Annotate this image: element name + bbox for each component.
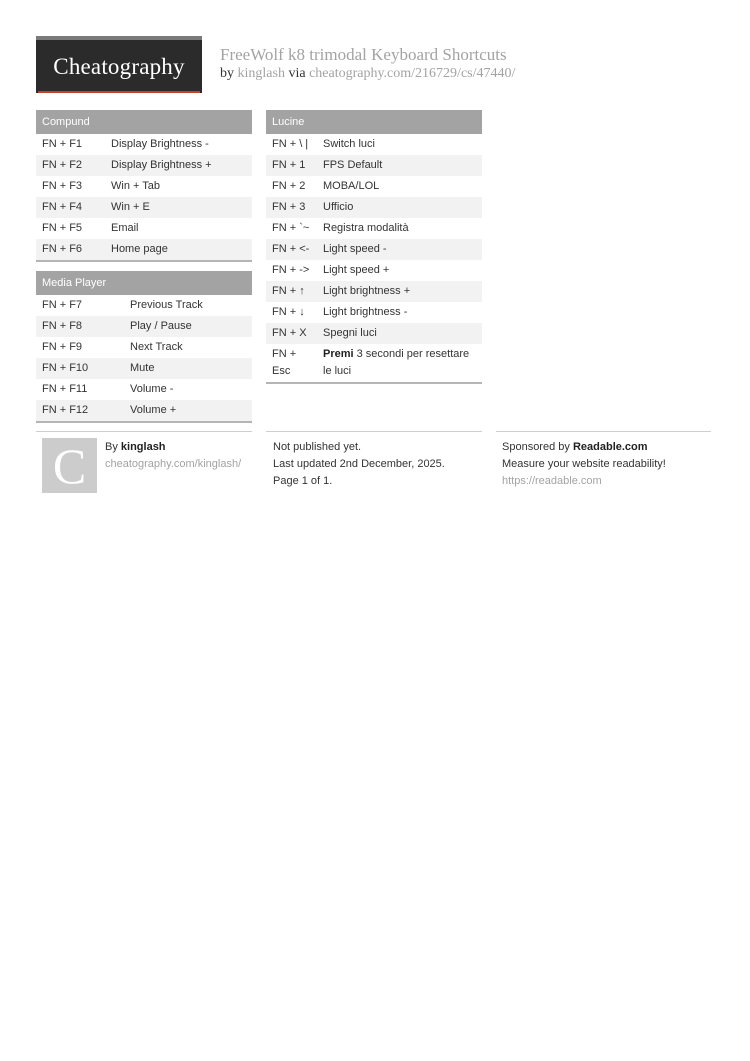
shortcut-row xyxy=(266,302,482,323)
shortcut-row xyxy=(36,295,252,316)
footer-sponsor-name[interactable]: Readable.com xyxy=(572,441,648,453)
shortcut-key: FN + F4 xyxy=(42,201,83,213)
shortcut-desc: Volume - xyxy=(130,383,174,395)
footer-author-name[interactable]: kinglash xyxy=(120,441,166,453)
shortcut-key: FN + -> xyxy=(272,264,310,276)
shortcut-desc: Play / Pause xyxy=(130,320,192,332)
shortcut-row xyxy=(36,155,252,176)
footer-divider xyxy=(266,431,482,432)
section-compund xyxy=(36,110,252,262)
shortcut-key: FN + F12 xyxy=(42,404,89,416)
shortcut-key: FN + ↑ xyxy=(272,285,305,297)
shortcut-row xyxy=(36,379,252,400)
shortcut-row xyxy=(266,155,482,176)
shortcut-desc: MOBA/LOL xyxy=(323,180,380,192)
logo-text: Cheatography xyxy=(53,53,185,79)
shortcut-row xyxy=(266,218,482,239)
shortcut-desc: Win + Tab xyxy=(111,180,161,192)
shortcut-row xyxy=(36,316,252,337)
shortcut-desc: Volume + xyxy=(130,404,177,416)
shortcut-row xyxy=(36,134,252,155)
footer-page: Page 1 of 1. xyxy=(273,475,333,487)
shortcut-desc-bold: Premi xyxy=(323,348,354,360)
shortcut-key: FN + F3 xyxy=(42,180,83,192)
shortcut-row xyxy=(266,134,482,155)
section-header: Compund xyxy=(36,110,252,134)
section-header: Lucine xyxy=(266,110,482,134)
shortcut-desc-rest: 3 secondi per resettare le luci xyxy=(323,348,470,377)
shortcut-key: FN + F9 xyxy=(42,341,83,353)
byline-author-link[interactable]: kinglash xyxy=(237,66,285,81)
footer-sponsor-link[interactable]: https://readable.com xyxy=(502,475,602,487)
shortcut-row xyxy=(266,260,482,281)
shortcut-key: FN + F5 xyxy=(42,222,83,234)
section-lucine xyxy=(266,110,482,384)
shortcut-desc: FPS Default xyxy=(323,159,383,171)
shortcut-key: FN + F8 xyxy=(42,320,83,332)
shortcut-desc: Light brightness + xyxy=(323,285,411,297)
shortcut-desc: Next Track xyxy=(130,341,183,353)
logo-underline xyxy=(38,91,200,93)
shortcut-desc: Light speed + xyxy=(323,264,390,276)
shortcut-desc: Light brightness - xyxy=(323,306,408,318)
shortcut-desc: Light speed - xyxy=(323,243,387,255)
shortcut-key: FN + \ | xyxy=(272,138,309,150)
shortcut-row xyxy=(36,400,252,421)
shortcut-key: FN + X xyxy=(272,327,307,339)
shortcut-key: FN + F7 xyxy=(42,299,83,311)
footer-divider xyxy=(496,431,711,432)
footer-by: By xyxy=(105,441,118,453)
shortcut-key: FN + F6 xyxy=(42,243,83,255)
shortcut-row xyxy=(36,218,252,239)
byline-via: via xyxy=(288,66,306,81)
shortcut-desc: Win + E xyxy=(111,201,150,213)
avatar-letter: C xyxy=(52,437,87,494)
footer-updated: Last updated 2nd December, 2025. xyxy=(273,458,445,470)
shortcut-key: FN + F10 xyxy=(42,362,89,374)
shortcut-row xyxy=(36,358,252,379)
shortcut-key: FN + ↓ xyxy=(272,306,305,318)
shortcut-row xyxy=(36,239,252,260)
footer-published: Not published yet. xyxy=(273,441,362,453)
shortcut-key: FN + Esc xyxy=(272,348,297,377)
shortcut-desc: Registra modalità xyxy=(323,222,409,234)
shortcut-row xyxy=(36,176,252,197)
shortcut-desc: Previous Track xyxy=(130,299,203,311)
shortcut-key: FN + 3 xyxy=(272,201,306,213)
shortcut-desc: Mute xyxy=(130,362,155,374)
footer-author-link[interactable]: cheatography.com/kinglash/ xyxy=(105,458,242,470)
shortcut-desc: Home page xyxy=(111,243,168,255)
footer-sponsored-by: Sponsored by xyxy=(502,441,570,453)
shortcut-row xyxy=(266,197,482,218)
shortcut-row xyxy=(266,176,482,197)
shortcut-key: FN + F1 xyxy=(42,138,83,150)
byline xyxy=(220,66,515,82)
shortcut-key: FN + F11 xyxy=(42,383,88,395)
shortcut-desc xyxy=(323,346,482,380)
avatar[interactable] xyxy=(42,438,97,493)
section-header: Media Player xyxy=(36,271,252,295)
footer-divider xyxy=(36,431,252,432)
section-media-player xyxy=(36,271,252,423)
shortcut-desc: Email xyxy=(111,222,139,234)
shortcut-desc: Display Brightness - xyxy=(111,138,209,150)
shortcut-row xyxy=(36,197,252,218)
shortcut-row xyxy=(266,344,482,382)
shortcut-key: FN + 1 xyxy=(272,159,306,171)
shortcut-key: FN + <- xyxy=(272,243,310,255)
shortcut-desc: Spegni luci xyxy=(323,327,377,339)
shortcut-key: FN + 2 xyxy=(272,180,306,192)
shortcut-row xyxy=(266,239,482,260)
cheatography-logo[interactable] xyxy=(36,36,202,93)
footer-sponsor xyxy=(502,441,648,453)
shortcut-row xyxy=(266,281,482,302)
shortcut-row xyxy=(36,337,252,358)
shortcut-row xyxy=(266,323,482,344)
shortcut-desc: Display Brightness + xyxy=(111,159,212,171)
byline-sheet-link[interactable]: cheatography.com/216729/cs/47440/ xyxy=(309,66,516,81)
shortcut-key: FN + `~ xyxy=(272,222,310,234)
page-title: FreeWolf k8 trimodal Keyboard Shortcuts xyxy=(220,45,507,64)
shortcut-desc: Ufficio xyxy=(323,201,354,213)
byline-by: by xyxy=(220,66,234,81)
footer-author xyxy=(105,441,166,453)
shortcut-desc: Switch luci xyxy=(323,138,375,150)
footer-sponsor-tagline: Measure your website readability! xyxy=(502,458,666,470)
shortcut-key: FN + F2 xyxy=(42,159,83,171)
